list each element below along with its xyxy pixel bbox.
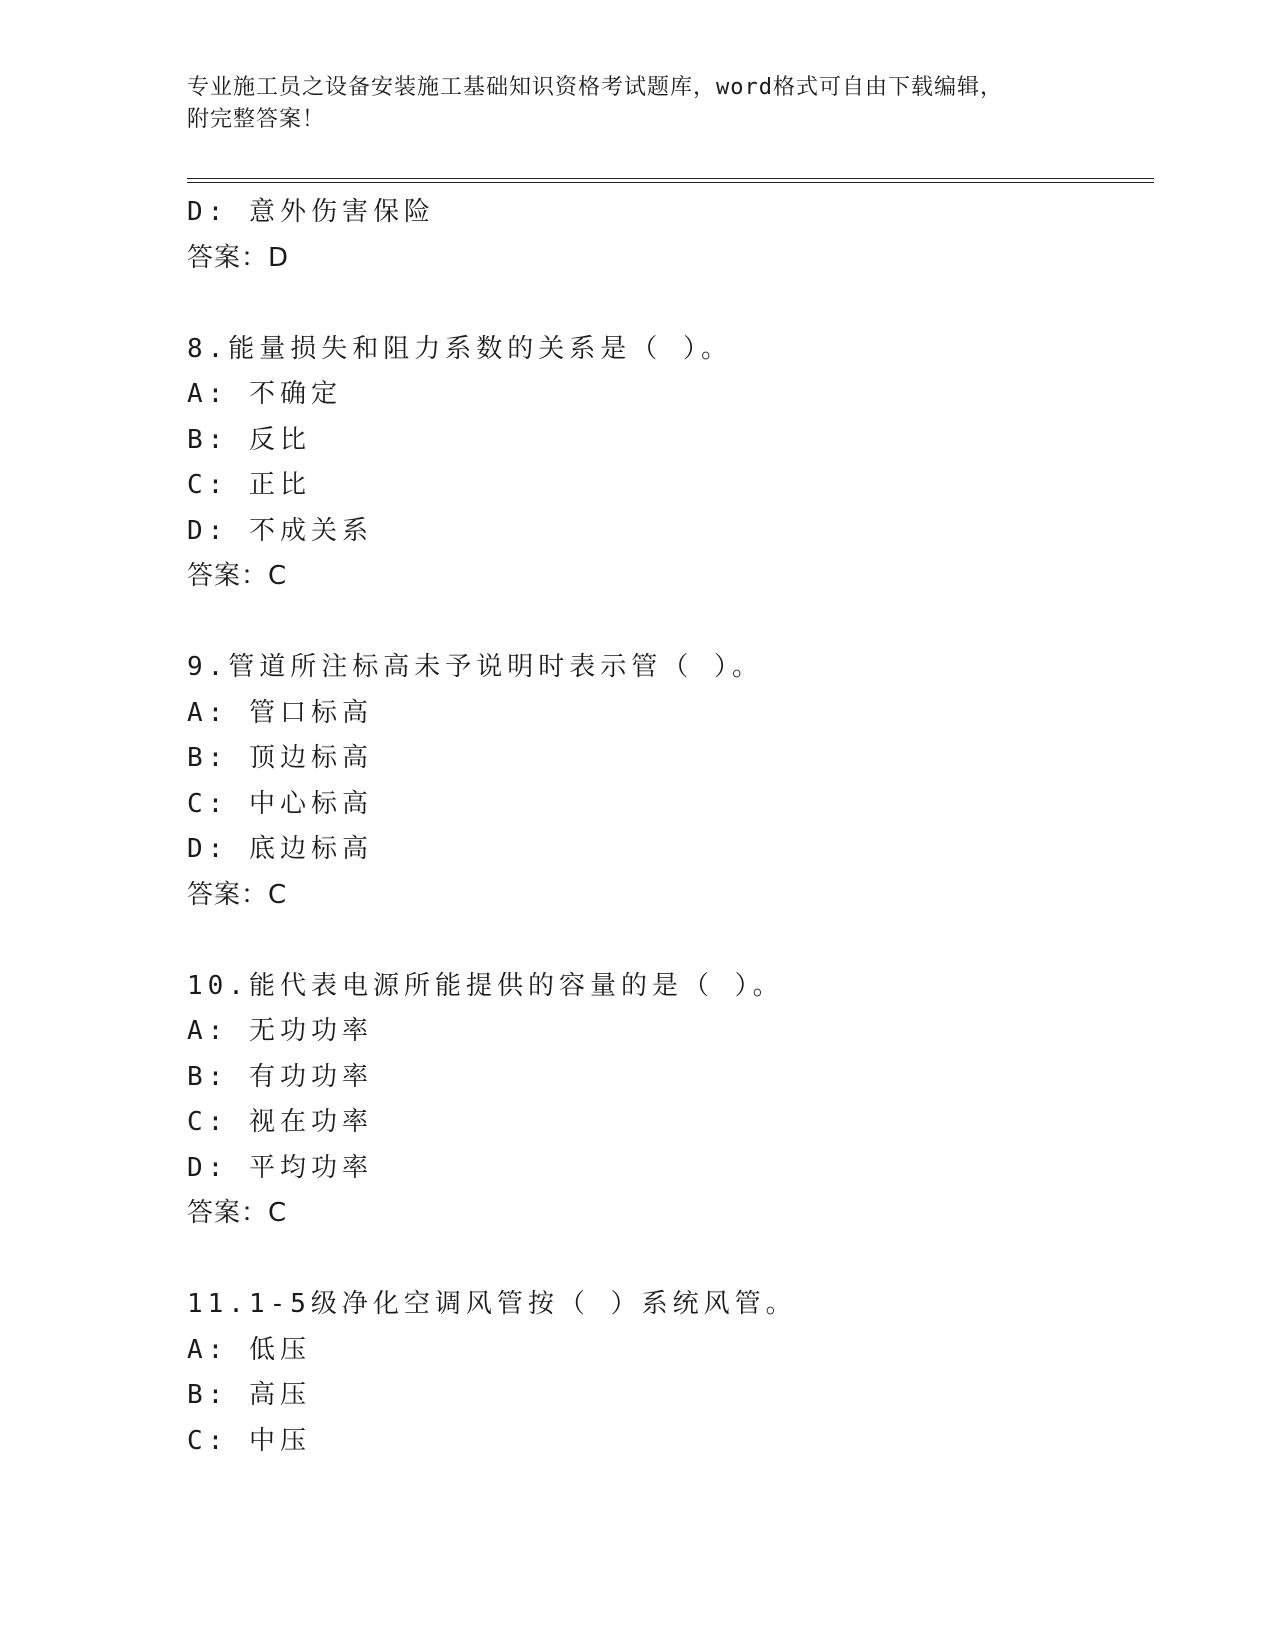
question-10 bbox=[187, 964, 1154, 1237]
option-a: A: 低压 bbox=[187, 1334, 311, 1365]
spacer bbox=[187, 1237, 1154, 1283]
spacer bbox=[187, 600, 1154, 646]
prev-option-d: D: 意外伤害保险 bbox=[187, 197, 435, 227]
option-b: B: 顶边标高 bbox=[187, 743, 373, 773]
prev-answer: 答案：D bbox=[187, 242, 290, 273]
question-list bbox=[187, 190, 1154, 1464]
question-stem: 9.管道所注标高未予说明时表示管（ ）。 bbox=[187, 652, 763, 682]
header-line-2: 附完整答案！ bbox=[187, 107, 326, 132]
question-stem: 10.能代表电源所能提供的容量的是（ ）。 bbox=[187, 970, 784, 1001]
header-divider bbox=[187, 178, 1154, 183]
option-a: A: 无功功率 bbox=[187, 1016, 373, 1046]
answer: 答案：C bbox=[187, 561, 288, 591]
question-stem: 11.1-5级净化空调风管按（ ）系统风管。 bbox=[187, 1289, 797, 1319]
answer: 答案：C bbox=[187, 879, 288, 910]
option-d: D: 不成关系 bbox=[187, 515, 373, 546]
option-b: B: 反比 bbox=[187, 424, 311, 455]
question-11 bbox=[187, 1282, 1154, 1464]
question-stem: 8.能量损失和阻力系数的关系是（ ）。 bbox=[187, 333, 732, 364]
option-b: B: 有功功率 bbox=[187, 1061, 373, 1092]
option-d: D: 平均功率 bbox=[187, 1152, 373, 1183]
document-header bbox=[187, 72, 1087, 136]
option-a: A: 管口标高 bbox=[187, 697, 373, 728]
header-line-1: 专业施工员之设备安装施工基础知识资格考试题库，word格式可自由下载编辑， bbox=[187, 75, 1003, 100]
option-c: C: 视在功率 bbox=[187, 1107, 373, 1137]
option-a: A: 不确定 bbox=[187, 379, 342, 409]
spacer bbox=[187, 918, 1154, 964]
option-c: C: 正比 bbox=[187, 470, 311, 500]
option-d: D: 底边标高 bbox=[187, 834, 373, 864]
option-c: C: 中压 bbox=[187, 1425, 311, 1456]
question-8 bbox=[187, 327, 1154, 600]
option-b: B: 高压 bbox=[187, 1380, 311, 1410]
answer: 答案：C bbox=[187, 1198, 288, 1228]
spacer bbox=[187, 281, 1154, 327]
option-c: C: 中心标高 bbox=[187, 788, 373, 819]
question-9 bbox=[187, 645, 1154, 918]
